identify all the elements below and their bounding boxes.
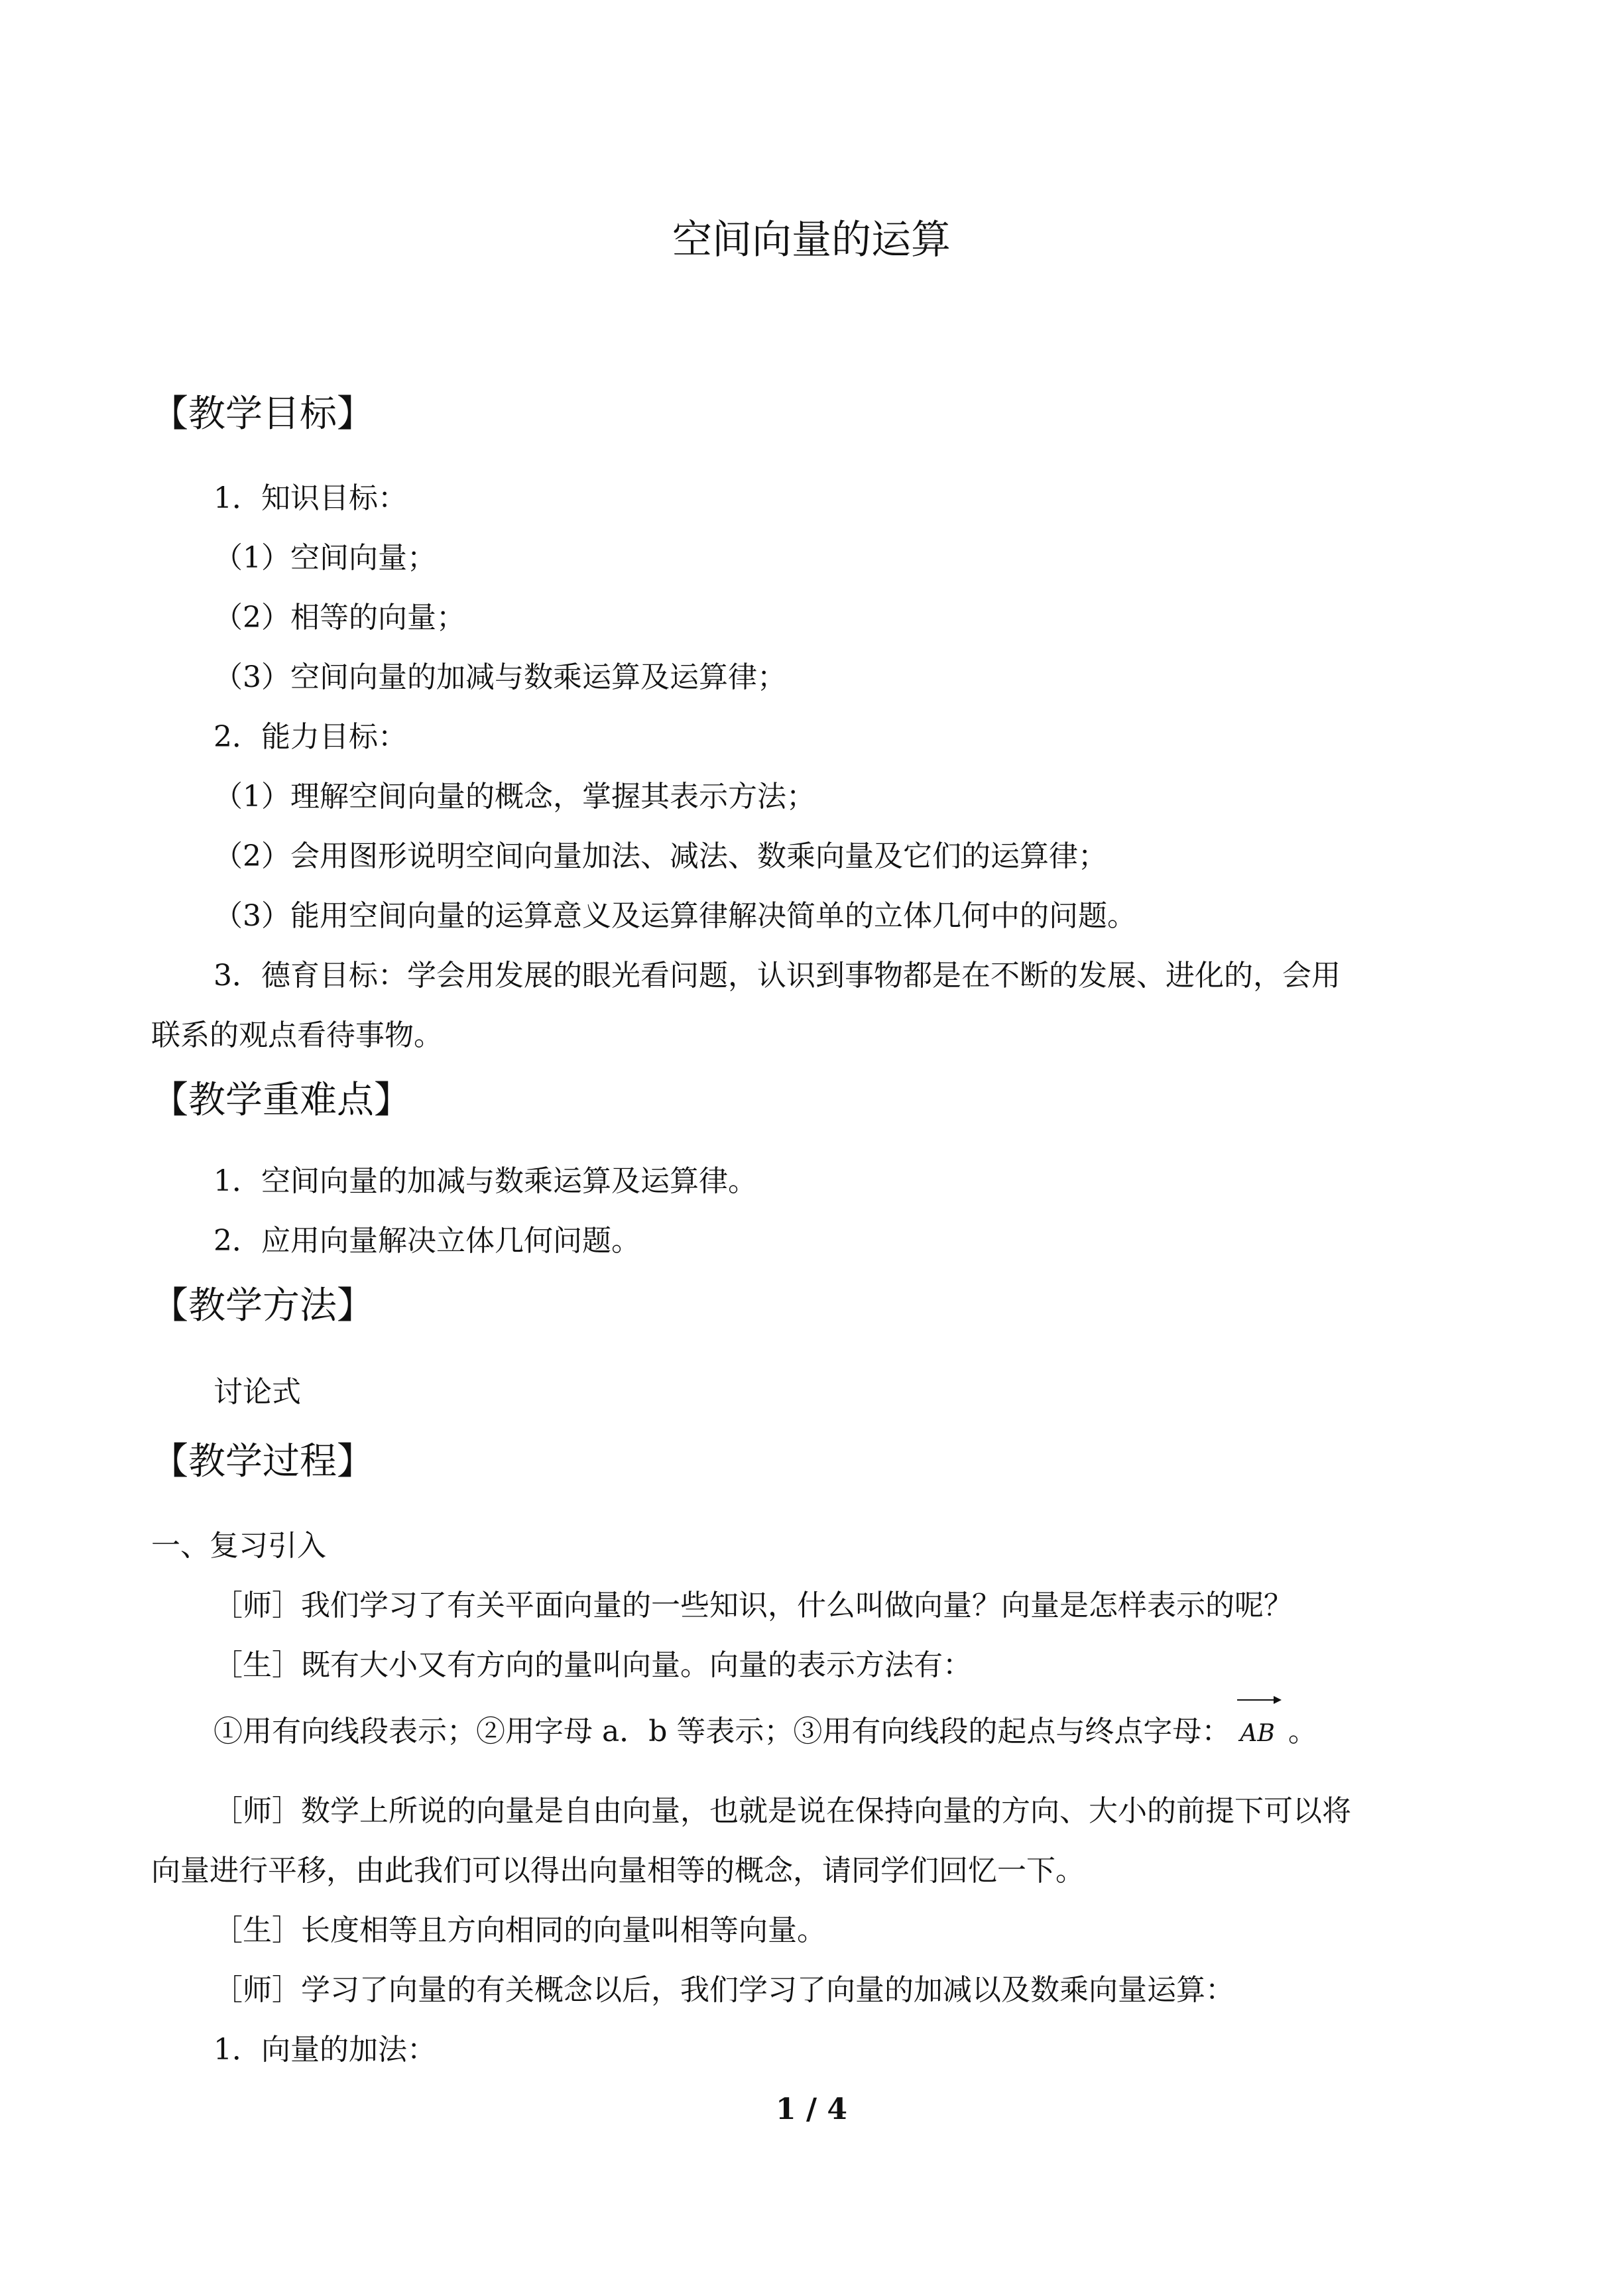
subtopic-item: 1．向量的加法： (213, 2033, 436, 2067)
teacher-line: ［师］我们学习了有关平面向量的一些知识，什么叫做向量？向量是怎样表示的呢？ (213, 1589, 1293, 1622)
teacher-line-continued: 向量进行平移，由此我们可以得出向量相等的概念，请同学们回忆一下。 (151, 1854, 1085, 1888)
process-part-heading: 一、复习引入 (151, 1529, 326, 1563)
student-line: ［生］既有大小又有方向的量叫向量。向量的表示方法有： (213, 1648, 972, 1682)
moral-goal-line-1: 3．德育目标：学会用发展的眼光看问题，认识到事物都是在不断的发展、进化的，会用 (213, 959, 1341, 993)
moral-goal-line-2: 联系的观点看待事物。 (151, 1018, 443, 1052)
ability-goal-item: （1）理解空间向量的概念，掌握其表示方法； (213, 780, 815, 814)
vector-methods-text: ①用有向线段表示；②用字母 a．b 等表示；③用有向线段的起点与终点字母： (213, 1715, 1231, 1748)
ability-goal-item: （2）会用图形说明空间向量加法、减法、数乘向量及它们的运算律； (213, 839, 1107, 873)
vector-representation-line (213, 1712, 1317, 1754)
knowledge-goal-item: （1）空间向量； (213, 541, 436, 575)
vector-arrow-icon (1237, 1699, 1280, 1701)
knowledge-goal-heading: 1．知识目标： (213, 481, 407, 515)
document-title: 空间向量的运算 (672, 217, 951, 263)
section-heading-process: 【教学过程】 (151, 1440, 374, 1483)
vector-ab-symbol (1240, 1714, 1274, 1754)
ability-goal-heading: 2．能力目标： (213, 720, 407, 754)
page-number: 1 / 4 (776, 2092, 847, 2126)
student-line: ［生］长度相等且方向相同的向量叫相等向量。 (213, 1913, 826, 1947)
knowledge-goal-item: （2）相等的向量； (213, 601, 465, 634)
teacher-line: ［师］学习了向量的有关概念以后，我们学习了向量的加减以及数乘向量运算： (213, 1973, 1234, 2007)
section-heading-methods: 【教学方法】 (151, 1284, 374, 1327)
teacher-line: ［师］数学上所说的向量是自由向量，也就是说在保持向量的方向、大小的前提下可以将 (213, 1794, 1351, 1828)
section-heading-goals: 【教学目标】 (151, 393, 374, 436)
key-point-item: 2．应用向量解决立体几何问题。 (213, 1224, 640, 1258)
knowledge-goal-item: （3）空间向量的加减与数乘运算及运算律； (213, 660, 786, 694)
vector-methods-end: 。 (1288, 1715, 1317, 1748)
vector-label: AB (1240, 1720, 1275, 1747)
method-item: 讨论式 (213, 1375, 301, 1409)
section-heading-key-points: 【教学重难点】 (151, 1079, 411, 1122)
key-point-item: 1．空间向量的加减与数乘运算及运算律。 (213, 1164, 757, 1198)
ability-goal-item: （3）能用空间向量的运算意义及运算律解决简单的立体几何中的问题。 (213, 899, 1136, 933)
